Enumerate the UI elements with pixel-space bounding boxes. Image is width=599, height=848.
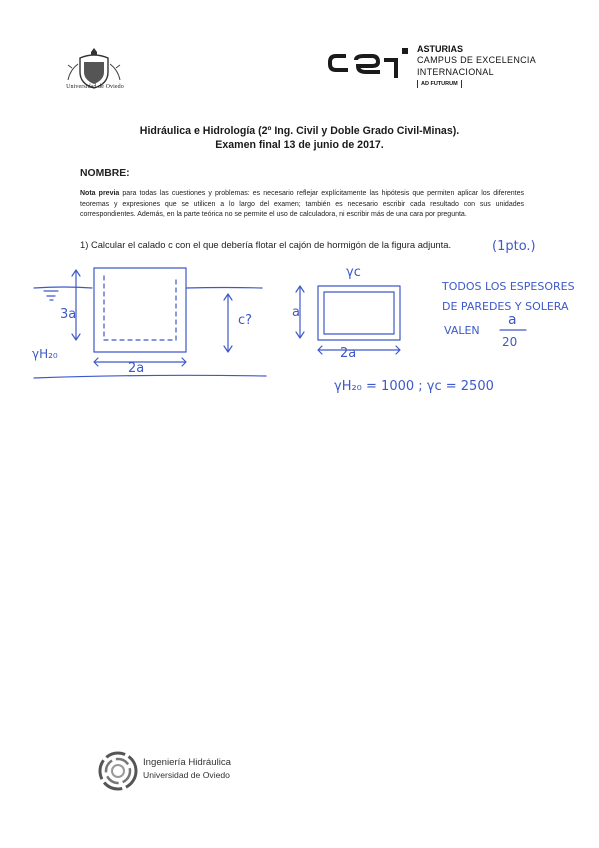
university-name: Universidad de Oviedo [66,84,124,90]
label-gamma-c: γc [346,265,361,280]
campus-line-excelencia: CAMPUS DE EXCELENCIA [417,55,537,65]
note-fraction-numerator: a [508,312,517,328]
densities-annotation: γH₂₀ = 1000 ; γc = 2500 [334,379,494,394]
campus-line-internacional: INTERNACIONAL [417,67,494,77]
water-surface-symbol [44,291,58,300]
note-line3: VALEN [444,324,480,337]
left-sketch [32,268,266,378]
section-outer [318,286,400,340]
water-line-right [186,288,262,289]
ingenieria-hidraulica-logo-icon [97,750,139,792]
footer-university: Universidad de Oviedo [143,770,230,780]
note-line1: TODOS LOS ESPESORES [442,280,575,293]
section-inner [324,292,394,334]
label-gamma-h2o: γH₂₀ [32,347,58,361]
question-1: 1) Calcular el calado c con el que debería flotar el cajón de hormigón de la figura adjunta. [80,239,452,250]
dim-c [224,294,232,352]
ground-line [34,375,266,378]
water-line-left [34,287,92,288]
footer-department: Ingeniería Hidráulica [143,757,231,768]
dim-3a [72,270,80,340]
thickness-note [441,280,575,349]
nota-previa-bold: Nota previa [80,190,120,197]
dim-2a-right [318,346,400,354]
label-2a-right: 2a [340,346,357,361]
campus-line-ad-futurum: AD FUTURUM [417,80,462,88]
campus-line-asturias: ASTURIAS [417,44,464,54]
label-3a: 3a [60,307,77,322]
nombre-label: NOMBRE: [80,168,130,179]
points-annotation: (1pto.) [492,239,536,254]
label-c: c? [238,313,253,328]
note-line2: DE PAREDES Y SOLERA [442,300,569,313]
nota-previa-text: para todas las cuestiones y problemas: es necesario reflejar explícitamente las hipótesis que permiten aplicar los diferentes teoremas y expresiones que se utilicen a lo largo del examen; también es necesario escribir cada resultado con sus unidades correspondientes. Además, en la parte teórica no se permite el uso de calculadora, ni escribir más de una cara por pregunta. [80,190,525,219]
box-inner-dashed [104,276,176,340]
exam-title-line1: Hidráulica e Hidrología (2º Ing. Civil y Doble Grado Civil-Minas). [139,125,460,137]
exam-title-line2: Examen final 13 de junio de 2017. [215,139,384,151]
right-sketch [292,265,400,361]
note-fraction-denominator: 20 [502,335,518,349]
label-2a-left: 2a [128,361,145,376]
label-a: a [292,305,300,320]
